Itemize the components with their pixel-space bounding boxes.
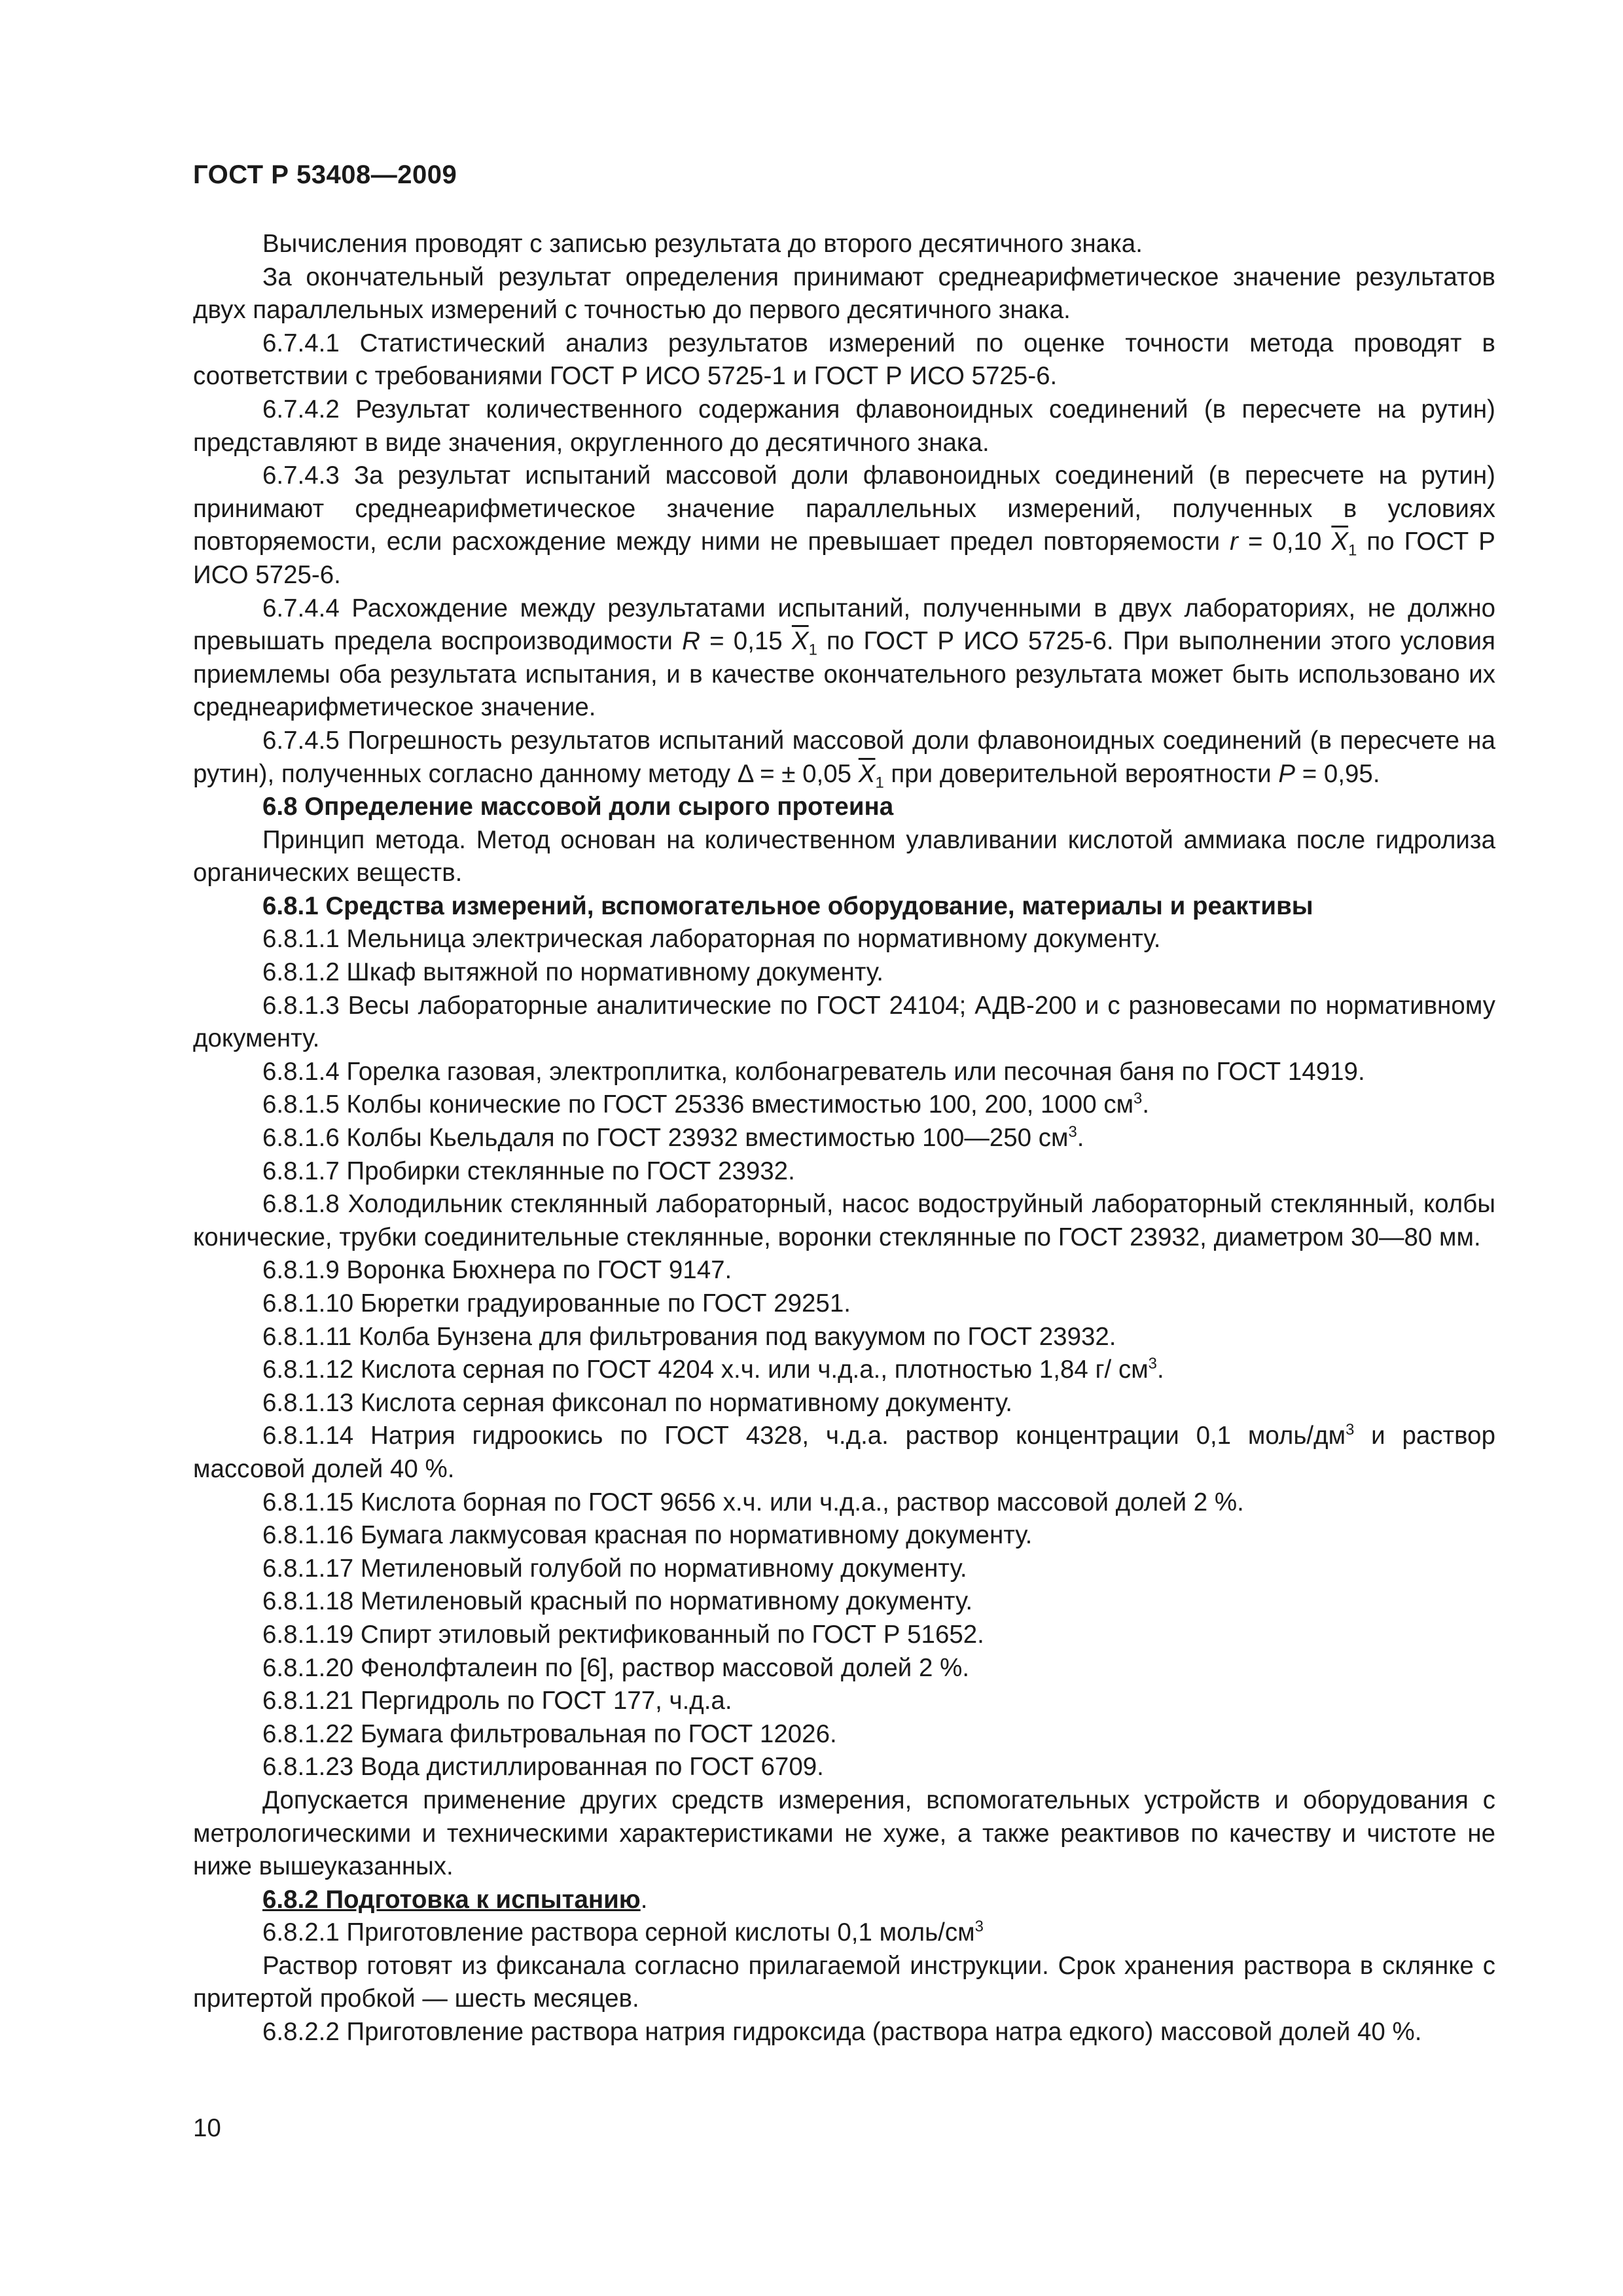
section-heading-6-8: 6.8 Определение массовой доли сырого протеина bbox=[262, 793, 894, 821]
list-item: 6.8.1.23 Вода дистиллированная по ГОСТ 6709. bbox=[262, 1753, 824, 1782]
list-item: 6.8.1.4 Горелка газовая, электроплитка, колбонагреватель или песочная баня по ГОСТ 14919. bbox=[262, 1057, 1365, 1086]
text: 6.8.1.6 Колбы Кьельдаля по ГОСТ 23932 вместимостью 100—250 см bbox=[262, 1124, 1069, 1153]
text: 6.7.4.5 Погрешность результатов испытаний массовой доли флавоноидных соединений (в пересчете на рутин), полученных согласно данному методу Δ = ± 0,05 bbox=[193, 726, 1495, 788]
list-item: 6.8.1.7 Пробирки стеклянные по ГОСТ 23932. bbox=[262, 1157, 795, 1185]
subscript: 1 bbox=[1348, 542, 1357, 560]
list-item: 6.8.1.16 Бумага лакмусовая красная по нормативному документу. bbox=[262, 1521, 1033, 1550]
reproducibility-symbol: R bbox=[682, 627, 700, 656]
text: = 0,15 bbox=[700, 627, 792, 656]
paragraph: Раствор готовят из фиксанала согласно прилагаемой инструкции. Срок хранения раствора в склянке с притертой пробкой — шесть месяцев. bbox=[193, 1951, 1495, 2013]
section-heading-6-8-1: 6.8.1 Средства измерений, вспомогательное оборудование, материалы и реактивы bbox=[262, 891, 1313, 920]
clause-6-7-4-1: 6.7.4.1 Статистический анализ результатов измерений по оценке точности метода проводят в соответствии с требованиями ГОСТ Р ИСО 5725-1 и ГОСТ Р ИСО 5725-6. bbox=[193, 329, 1495, 391]
document-body bbox=[193, 228, 1495, 2049]
list-item: 6.8.1.18 Метиленовый красный по нормативному документу. bbox=[262, 1587, 973, 1616]
paragraph: Вычисления проводят с записью результата до второго десятичного знака. bbox=[262, 230, 1143, 258]
superscript: 3 bbox=[1068, 1123, 1077, 1141]
list-item: 6.8.1.10 Бюретки градуированные по ГОСТ 29251. bbox=[262, 1289, 851, 1318]
page-header-standard-number: ГОСТ Р 53408—2009 bbox=[193, 160, 457, 189]
text: = 0,95. bbox=[1295, 759, 1380, 788]
paragraph: За окончательный результат определения принимают среднеарифметическое значение результатов двух параллельных измерений с точностью до первого десятичного знака. bbox=[193, 262, 1495, 325]
text: по ГОСТ Р ИСО 5725-6. bbox=[193, 528, 1495, 589]
text: 6.7.4.3 За результат испытаний массовой доли флавоноидных соединений (в пересчете на рутин) принимают среднеарифметическое значение параллельных измерений, полученных в условиях повторяемости, если расхождение между ними не превышает предел повторяемости bbox=[193, 461, 1495, 556]
list-item: 6.8.1.11 Колба Бунзена для фильтрования под вакуумом по ГОСТ 23932. bbox=[262, 1322, 1116, 1351]
list-item: 6.8.1.3 Весы лабораторные аналитические по ГОСТ 24104; АДВ-200 и с разновесами по нормативному документу. bbox=[193, 991, 1495, 1053]
subscript: 1 bbox=[875, 774, 884, 792]
list-item: 6.8.2.2 Приготовление раствора натрия гидроксида (раствора натра едкого) массовой долей 40 %. bbox=[262, 2018, 1422, 2047]
text: 6.8.1.12 Кислота серная по ГОСТ 4204 х.ч. или ч.д.а., плотностью 1,84 г/ см bbox=[262, 1355, 1149, 1384]
clause-6-7-4-3 bbox=[193, 459, 1495, 592]
paragraph: Принцип метода. Метод основан на количественном улавливании кислотой аммиака после гидролиза органических веществ. bbox=[193, 825, 1495, 888]
list-item: 6.8.1.2 Шкаф вытяжной по нормативному документу. bbox=[262, 958, 883, 987]
list-item: 6.8.1.1 Мельница электрическая лабораторная по нормативному документу. bbox=[262, 925, 1161, 954]
mean-symbol: $\overline{X}$ bbox=[791, 627, 809, 656]
list-item: 6.8.1.9 Воронка Бюхнера по ГОСТ 9147. bbox=[262, 1256, 732, 1285]
superscript: 3 bbox=[1133, 1090, 1143, 1108]
section-heading-6-8-2 bbox=[193, 1884, 1495, 1917]
paragraph: Допускается применение других средств измерения, вспомогательных устройств и оборудования с метрологическими и техническими характеристиками не хуже, а также реактивов по качеству и чистоте не ниже вышеуказанных. bbox=[193, 1785, 1495, 1881]
list-item bbox=[193, 1122, 1495, 1155]
list-item: 6.8.1.17 Метиленовый голубой по нормативному документу. bbox=[262, 1554, 967, 1583]
text: 6.8.1.5 Колбы конические по ГОСТ 25336 вместимостью 100, 200, 1000 см bbox=[262, 1090, 1134, 1119]
list-item bbox=[193, 1420, 1495, 1486]
text: . bbox=[1156, 1355, 1164, 1384]
list-item: 6.8.1.13 Кислота серная фиксонал по нормативному документу. bbox=[262, 1388, 1012, 1417]
probability-symbol: P bbox=[1278, 759, 1296, 788]
text: 6.8.1.14 Натрия гидроокись по ГОСТ 4328, ч.д.а. раствор концентрации 0,1 моль/дм bbox=[262, 1422, 1346, 1450]
text: и раствор массовой долей 40 %. bbox=[193, 1422, 1495, 1483]
text: . bbox=[1142, 1090, 1150, 1119]
list-item: 6.8.1.8 Холодильник стеклянный лабораторный, насос водоструйный лабораторный стеклянный, колбы конические, трубки соединительные стеклянные, воронки стеклянные по ГОСТ 23932, диаметром 30—80 мм. bbox=[193, 1190, 1495, 1251]
text: при доверительной вероятности bbox=[883, 759, 1279, 788]
text: 6.8.2.1 Приготовление раствора серной кислоты 0,1 моль/см bbox=[262, 1918, 975, 1947]
list-item: 6.8.1.19 Спирт этиловый ректификованный по ГОСТ Р 51652. bbox=[262, 1620, 984, 1649]
superscript: 3 bbox=[1346, 1421, 1355, 1439]
text: . bbox=[1077, 1124, 1084, 1153]
list-item: 6.8.1.20 Фенолфталеин по [6], раствор массовой долей 2 %. bbox=[262, 1653, 970, 1682]
list-item: 6.8.1.21 Пергидроль по ГОСТ 177, ч.д.а. bbox=[262, 1687, 732, 1715]
superscript: 3 bbox=[974, 1918, 984, 1936]
heading-text: 6.8.2 Подготовка к испытанию bbox=[262, 1885, 641, 1914]
text: по ГОСТ Р ИСО 5725-6. При выполнении этого условия приемлемы оба результата испытания, и в качестве окончательного результата может быть использовано их среднеарифметическое значение. bbox=[193, 627, 1496, 722]
page-number: 10 bbox=[193, 2114, 221, 2142]
mean-symbol: $\overline{X}$ bbox=[1331, 528, 1349, 556]
list-item bbox=[193, 1088, 1495, 1122]
clause-6-7-4-2: 6.7.4.2 Результат количественного содержания флавоноидных соединений (в пересчете на рутин) представляют в виде значения, округленного до десятичного знака. bbox=[193, 395, 1495, 457]
list-item: 6.8.1.22 Бумага фильтровальная по ГОСТ 12026. bbox=[262, 1719, 837, 1748]
subscript: 1 bbox=[808, 641, 817, 659]
clause-6-7-4-5 bbox=[193, 725, 1495, 791]
mean-symbol: $\overline{X}$ bbox=[858, 759, 876, 788]
repeatability-symbol: r bbox=[1230, 528, 1238, 556]
text: 6.7.4.4 Расхождение между результатами испытаний, полученными в двух лабораториях, не должно превышать предела воспроизводимости bbox=[193, 594, 1495, 656]
text: = 0,10 bbox=[1238, 528, 1332, 556]
list-item: 6.8.1.15 Кислота борная по ГОСТ 9656 х.ч. или ч.д.а., раствор массовой долей 2 %. bbox=[262, 1488, 1244, 1516]
superscript: 3 bbox=[1148, 1355, 1157, 1373]
clause-6-7-4-4 bbox=[193, 592, 1495, 725]
list-item bbox=[193, 1916, 1495, 1950]
list-item bbox=[193, 1354, 1495, 1387]
text: . bbox=[640, 1885, 648, 1914]
